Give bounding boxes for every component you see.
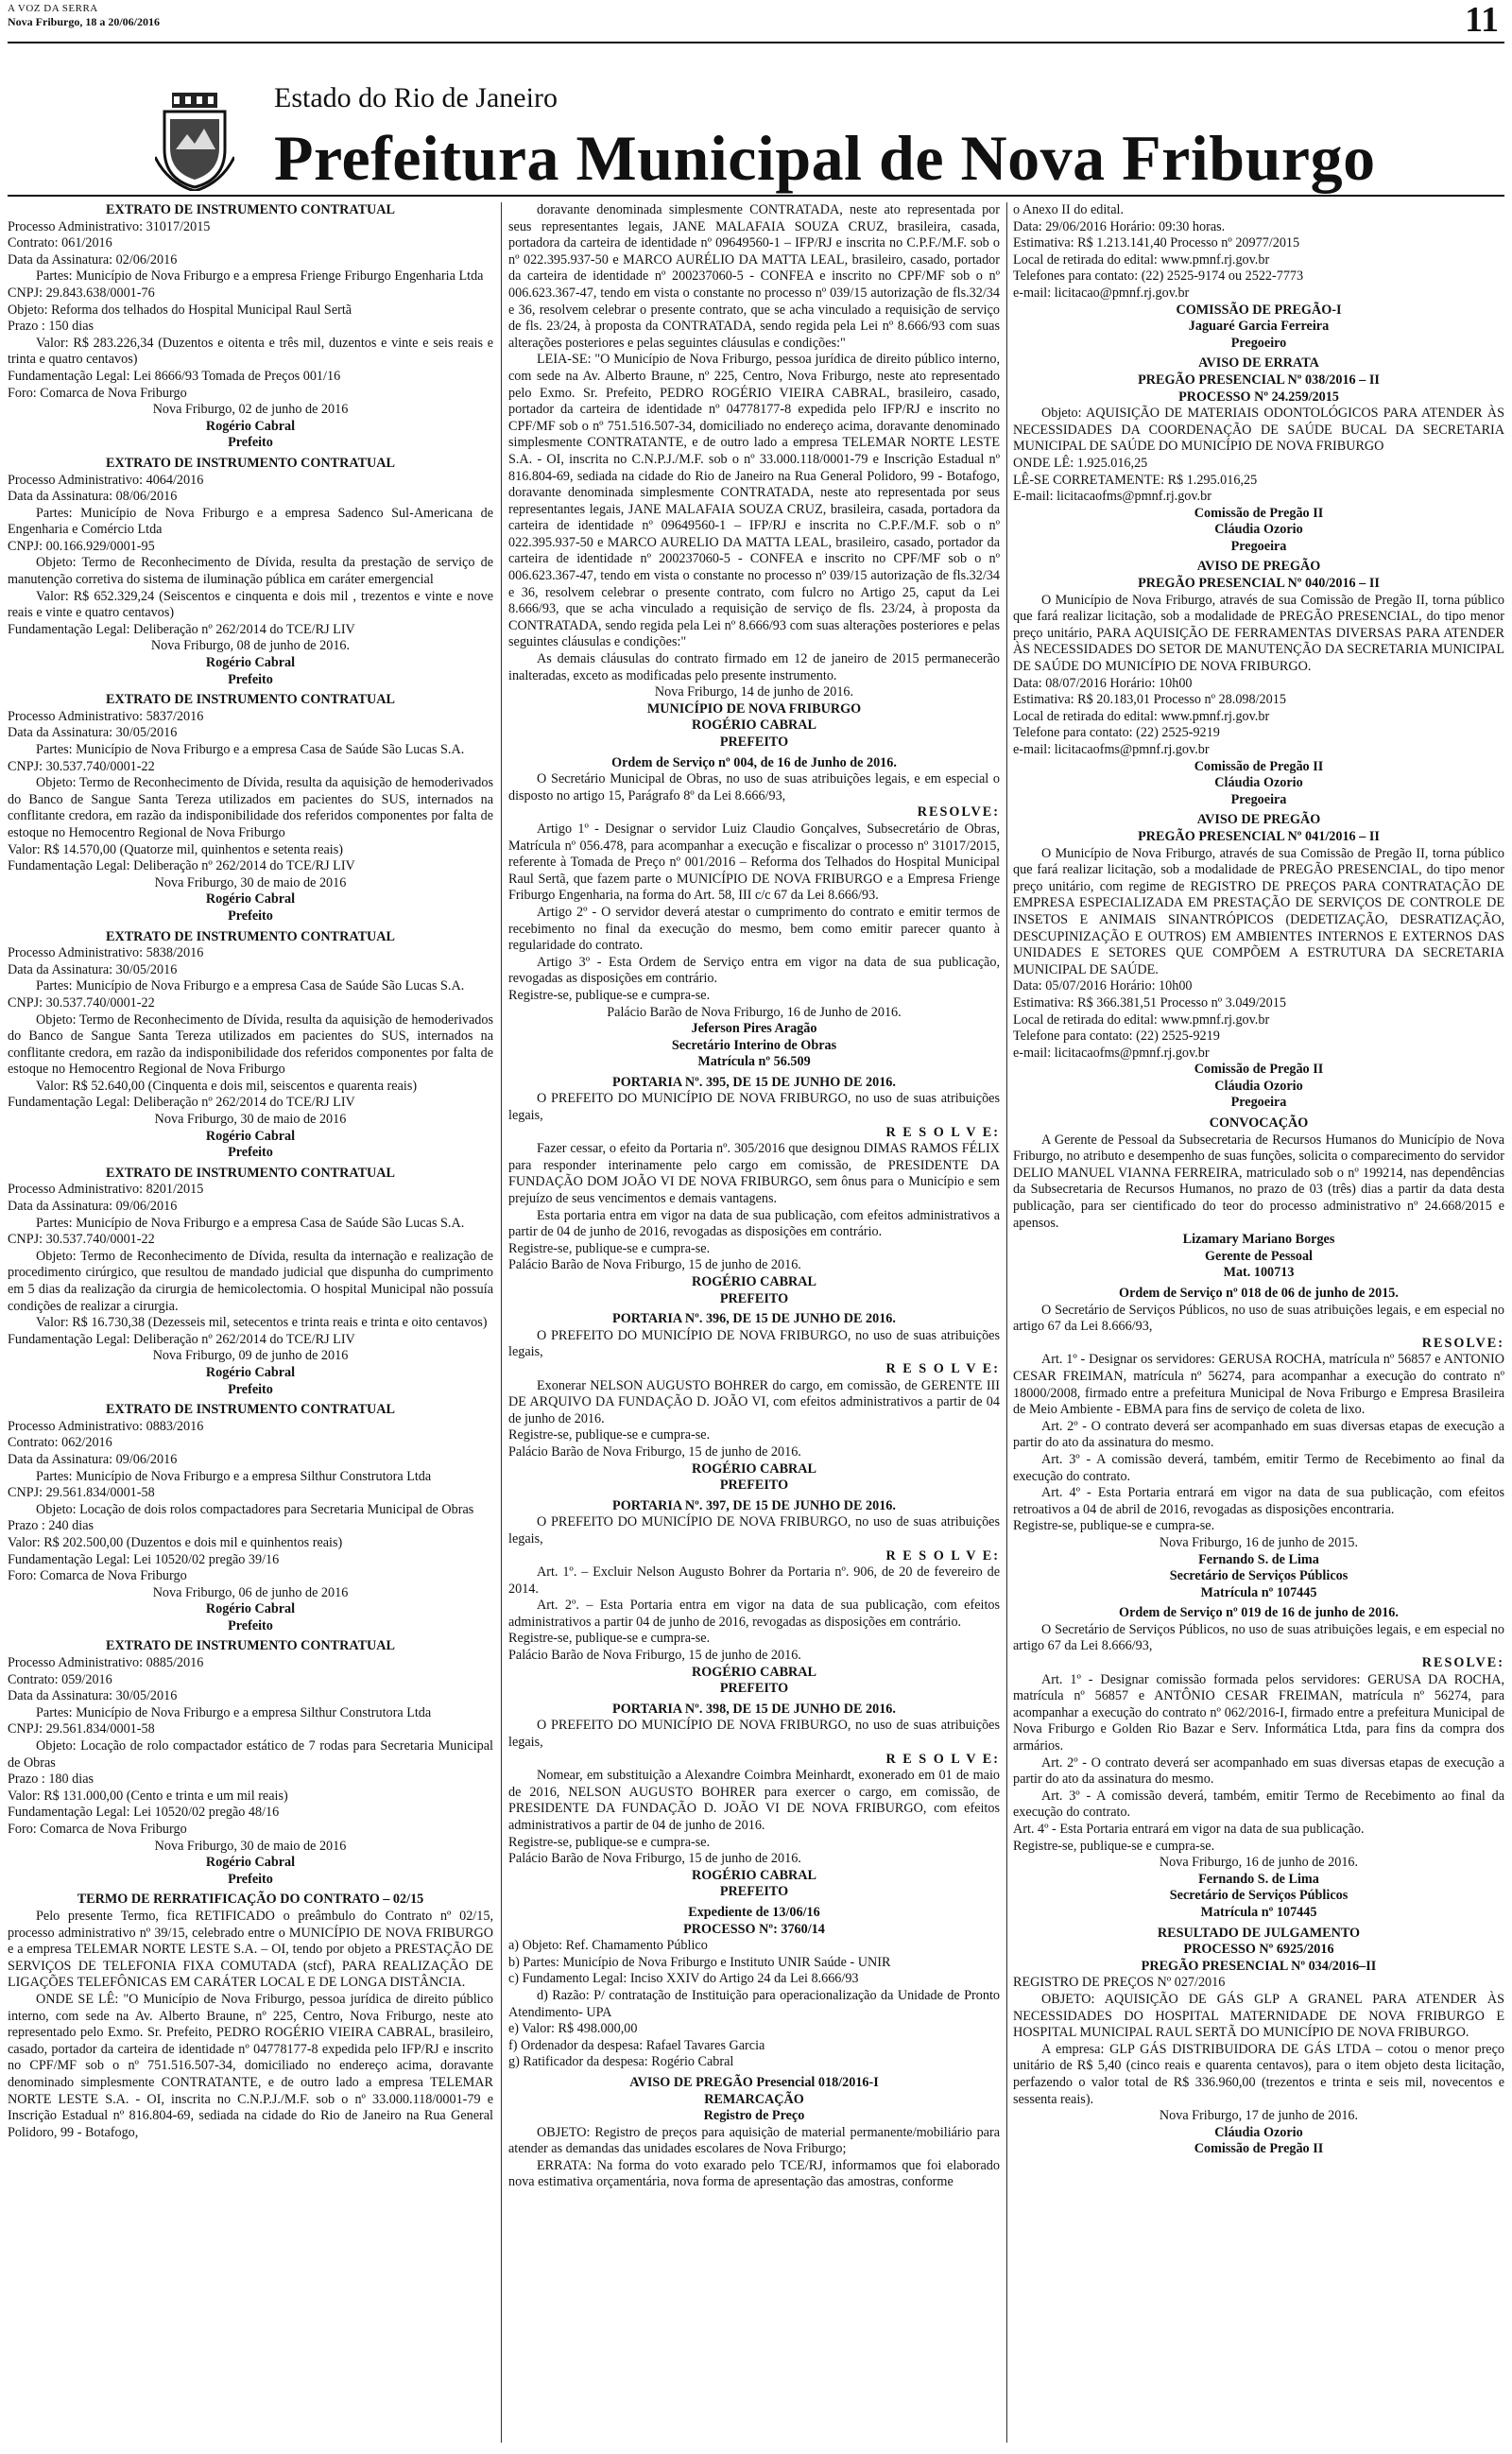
notice-line: e-mail: licitacaofms@pmnf.rj.gov.br [1013,1045,1210,1061]
notice-line: Partes: Município de Nova Friburgo e a empresa Frienge Friburgo Engenharia Ltda [36,268,484,285]
notice-section [8,1166,493,1398]
signature-line: Nova Friburgo, 16 de junho de 2015. [1159,1534,1359,1550]
signature-line: Cláudia Ozorio [1214,522,1303,538]
signature-line: Rogério Cabral [205,1855,296,1871]
signature-line: ROGÉRIO CABRAL [691,1274,817,1289]
column-left [8,202,493,2445]
notice-line: Estimativa: R$ 20.183,01 Processo nº 28.098/2015 [1013,692,1286,708]
notice-line: Valor: R$ 16.730,38 (Dezesseis mil, setecentos e trinta reais e trinta e oito centavos) [36,1315,488,1331]
notice-line: Telefone para contato: (22) 2525-9219 [1013,1028,1220,1045]
notice-line: REGISTRO DE PREÇOS Nº 027/2016 [1013,1975,1226,1991]
notice-line: Art. 4º - Esta Portaria entrará em vigor na data de sua publicação, com efeitos retroativos a 04 de abril de 2016, revogadas as disposições encontraria. [1013,1485,1504,1517]
notice-line: Foro: Comarca de Nova Friburgo [8,1568,187,1584]
signature-line: Rogério Cabral [205,1364,296,1380]
notice-line: Data: 08/07/2016 Horário: 10h00 [1013,675,1193,691]
notice-line: PROCESSO Nº 24.259/2015 [1178,389,1339,405]
notice-line: A empresa: GLP GÁS DISTRIBUIDORA DE GÁS LTDA – cotou o menor preço unitário de R$ 5,40 (cinco reais e quarenta centavos), para o item objeto desta licitação, perfazendo o valor total de R$ 336.960,00 (trezentos e trinta e seis mil, novecentos e sessenta reais). [1013,2041,1504,2107]
page-number: 11 [1465,0,1499,40]
notice-line: Contrato: 062/2016 [8,1435,112,1451]
signature-line: Nova Friburgo, 02 de junho de 2016 [152,402,349,418]
notice-line: Data da Assinatura: 30/05/2016 [8,1688,178,1704]
signature-line: Jaguaré Garcia Ferreira [1188,319,1330,335]
notice-line: Esta portaria entra em vigor na data de sua publicação, com efeitos administrativos a partir de 04 de junho de 2016, revogadas as disposições em contrário. [508,1207,1000,1240]
signature-line: Nova Friburgo, 06 de junho de 2016 [152,1584,349,1600]
notice-line: ONDE SE LÊ: "O Município de Nova Friburgo, pessoa jurídica de direito público interno, com sede na Av. Alberto Braune, nº 225, Centro, Nova Friburgo, neste ato representado pelo Exmo. Sr. Prefeito, PEDRO ROGÉRIO VIEIRA CABRAL, brasileiro, casado, portador da carteira de identidade nº 04778177-8 expedida pelo IFP/RJ e inscrito no CPF/MF sob o nº 751.516.507-34, domiciliado no endereço acima, doravante denominado simplesmente CONTRATANTE, e de outro lado a empresa TELEMAR NORTE LESTE S.A. - OI, inscrita no C.N.P.J./M.F. sob o nº 33.000.118/0001-79 e Inscrição Estadual nº 816.804-69, sediada na cidade do Rio de Janeiro na Rua General Polidoro, 99 - Botafogo, [8,1991,493,2140]
signature-line: ROGÉRIO CABRAL [691,717,817,734]
notice-line: Registre-se, publique-se e cumpra-se. [1013,1838,1215,1854]
notice-line: R E S O L V E: [885,1547,1000,1564]
signature-line: ROGÉRIO CABRAL [691,1664,817,1680]
notice-line: PREGÃO PRESENCIAL Nº 038/2016 – II [1138,372,1380,388]
notice-line: CNPJ: 30.537.740/0001-22 [8,1232,155,1248]
notice-line: Registre-se, publique-se e cumpra-se. [1013,1518,1215,1534]
notice-title: PORTARIA Nº. 396, DE 15 DE JUNHO DE 2016. [612,1311,896,1327]
signature-line: MUNICÍPIO DE NOVA FRIBURGO [646,700,862,717]
notice-line: Art. 3º - A comissão deverá, também, emitir Termo de Recebimento ao final da execução do contrato. [1013,1451,1504,1484]
notice-line: CNPJ: 29.843.638/0001-76 [8,285,155,301]
notice-line: O Município de Nova Friburgo, através de sua Comissão de Pregão II, torna público que fará realizar licitação, sob a modalidade de PREGÃO PRESENCIAL, do tipo menor preço unitário, PARA AQUISIÇÃO DE FERRAMENTAS DIVERSAS PARA ATENDER ÀS NECESSIDADES DO SETOR DE MANUTENÇÃO DA SECRETARIA MUNICIPAL DE SAÚDE DO MUNICÍPIO DE NOVA FRIBURGO. [1013,592,1504,675]
notice-line: OBJETO: AQUISIÇÃO DE GÁS GLP A GRANEL PARA ATENDER ÀS NECESSIDADES DO HOSPITAL MATERNIDADE DE NOVA FRIBURGO E HOSPITAL MUNICIPAL RAUL SERTÃ DO MUNICÍPIO DE NOVA FRIBURGO. [1013,1991,1504,2041]
notice-line: Fundamentação Legal: Lei 10520/02 pregão 48/16 [8,1805,280,1821]
notice-section [1013,1926,1504,2158]
notice-line: Registre-se, publique-se e cumpra-se. [508,1834,711,1850]
notice-line: LÊ-SE CORRETAMENTE: R$ 1.295.016,25 [1013,472,1258,488]
notice-section [1013,202,1504,352]
signature-line: Nova Friburgo, 16 de junho de 2016. [1159,1855,1359,1871]
notice-section [508,1498,1000,1698]
notice-line: Palácio Barão de Nova Friburgo, 15 de junho de 2016. [508,1443,801,1460]
notice-title: CONVOCAÇÃO [1209,1115,1309,1132]
notice-line: REMARCAÇÃO [704,2091,804,2107]
signature-line: Rogério Cabral [205,655,296,671]
notice-line: RESOLVE: [1421,1655,1504,1671]
notice-title: EXTRATO DE INSTRUMENTO CONTRATUAL [106,1402,395,1418]
signature-line: PREFEITO [719,1884,789,1900]
column-divider [1006,202,1007,2443]
signature-line: Cláudia Ozorio [1214,2124,1303,2140]
notice-section [1013,1605,1504,1921]
notice-title: Ordem de Serviço nº 019 de 16 de junho de 2016. [1119,1605,1399,1621]
notice-line: Fundamentação Legal: Lei 8666/93 Tomada de Preços 001/16 [8,368,341,384]
notice-line: Nomear, em substituição a Alexandre Coimbra Meinhardt, exonerado em 01 de maio de 2016, NELSON AUGUSTO BOHRER para exercer o cargo, em comissão, de PRESIDENTE DA FUNDAÇÃO D. JOÃO VI DE NOVA FRIBURGO, com efeitos administrativos a partir de 04 de junho de 2016. [508,1768,1000,1833]
signature-line: Prefeito [228,435,273,451]
notice-line: Prazo : 180 dias [8,1771,94,1788]
notice-line: Objeto: Termo de Reconhecimento de Dívida, resulta da internação e realização de procedimento cirúrgico, que resultou de mandado judicial que dispunha do cumprimento em 5 dias da realização da cirurgia de hemicolectomia. O hospital Municipal não possuía condições de realizar a cirurgia. [8,1248,493,1314]
notice-title: AVISO DE PREGÃO [1196,559,1321,575]
notice-section [1013,1286,1504,1601]
notice-line: Processo Administrativo: 0883/2016 [8,1418,204,1434]
notice-line: Prazo : 240 dias [8,1518,94,1534]
signature-line: Rogério Cabral [205,891,296,907]
notice-line: Valor: R$ 652.329,24 (Seiscentos e cinquenta e dois mil , trezentos e vinte e nove reais e vinte e quatro centavos) [8,588,493,621]
signature-line: Comissão de Pregão II [1194,2141,1324,2157]
paper-name: A VOZ DA SERRA [8,3,98,14]
notice-title: PORTARIA Nº. 397, DE 15 DE JUNHO DE 2016. [612,1497,896,1513]
notice-line: Art. 3º - A comissão deverá, também, emitir Termo de Recebimento ao final da execução do contrato. [1013,1788,1504,1821]
signature-line: Matrícula nº 56.509 [697,1054,811,1070]
notice-title: EXTRATO DE INSTRUMENTO CONTRATUAL [106,1638,395,1654]
notice-line: Fazer cessar, o efeito da Portaria nº. 305/2016 que designou DIMAS RAMOS FÉLIX para responder interinamente pelo cargo em comissão, de PRESIDENTE DA FUNDAÇÃO DOM JOÃO VI DE NOVA FRIBURGO, sem ônus para o Município e sem prejuízo de seus vencimentos e demais vantagens. [508,1141,1000,1207]
notice-line: ONDE LÊ: 1.925.016,25 [1013,455,1148,471]
notice-section [1013,812,1504,1112]
notice-line: Fundamentação Legal: Deliberação nº 262/2014 do TCE/RJ LIV [8,621,355,637]
notice-line: Objeto: Locação de dois rolos compactadores para Secretaria Municipal de Obras [36,1501,474,1517]
notice-line: Processo Administrativo: 0885/2016 [8,1655,204,1671]
notice-line: f) Ordenador da despesa: Rafael Tavares Garcia [508,2037,765,2053]
notice-line: R E S O L V E: [885,1360,1000,1376]
signature-line: Rogério Cabral [205,418,296,434]
signature-line: Gerente de Pessoal [1205,1248,1313,1264]
masthead [170,57,1399,199]
notice-title: AVISO DE PREGÃO Presencial 018/2016-I [629,2074,879,2090]
state-name: Estado do Rio de Janeiro [274,82,558,113]
notice-line: Partes: Município de Nova Friburgo e a empresa Silthur Construtora Ltda [36,1468,432,1484]
notice-line: As demais cláusulas do contrato firmado em 12 de janeiro de 2015 permanecerão inalteradas, exceto as modificadas pelo presente instrumento. [508,651,1000,683]
notice-line: Fundamentação Legal: Deliberação nº 262/2014 do TCE/RJ LIV [8,858,355,874]
notice-line: Fundamentação Legal: Deliberação nº 262/2014 do TCE/RJ LIV [8,1331,355,1347]
notice-line: Palácio Barão de Nova Friburgo, 15 de junho de 2016. [508,1257,801,1273]
notice-line: Contrato: 059/2016 [8,1671,112,1687]
notice-line: Data da Assinatura: 30/05/2016 [8,961,178,977]
notice-title: AVISO DE PREGÃO [1196,812,1321,828]
notice-line: OBJETO: Registro de preços para aquisição de material permanente/mobiliário para atender as demandas das unidades escolares de Nova Friburgo; [508,2124,1000,2157]
signature-line: Palácio Barão de Nova Friburgo, 16 de Junho de 2016. [607,1004,902,1020]
notice-title: EXTRATO DE INSTRUMENTO CONTRATUAL [106,1165,395,1181]
notice-line: O PREFEITO DO MUNICÍPIO DE NOVA FRIBURGO, no uso de suas atribuições legais, [508,1091,1000,1124]
masthead-rule [8,195,1504,197]
column-right [1013,202,1504,2445]
notice-line: Registre-se, publique-se e cumpra-se. [508,987,711,1003]
notice-line: PROCESSO Nº: 3760/14 [683,1921,825,1937]
notice-line: Partes: Município de Nova Friburgo e a empresa Casa de Saúde São Lucas S.A. [36,742,465,757]
notice-line: g) Ratificador da despesa: Rogério Cabral [508,2054,734,2070]
notice-line: O Secretário Municipal de Obras, no uso de suas atribuições legais, e em especial o disposto no artigo 15, Parágrafo 8º da Lei 8.666/93, [508,771,1000,804]
notice-section [1013,1115,1504,1282]
signature-line: Nova Friburgo, 09 de junho de 2016 [152,1348,349,1364]
notice-line: Art. 1º. – Excluir Nelson Augusto Bohrer da Portaria nº. 906, de 20 de fevereiro de 2014. [508,1564,1000,1597]
signature-line: Nova Friburgo, 08 de junho de 2016. [150,638,351,654]
notice-line: Partes: Município de Nova Friburgo e a empresa Sadenco Sul-Americana de Engenharia e Comércio Ltda [8,505,493,538]
notice-title: PORTARIA Nº. 395, DE 15 DE JUNHO DE 2016. [612,1074,896,1090]
notice-line: A Gerente de Pessoal da Subsecretaria de Recursos Humanos do Município de Nova Friburgo, no atributo e desempenho de suas funções, solicita o comparecimento do servidor DELIO MANUEL VIANNA FERREIRA, matriculado sob o nº 199214, nas dependências da Subsecretaria de Recursos Humanos, no prazo de 03 (três) dias a partir da data desta publicação, para ser cientificado do teor do processo administrativo nº 24.668/2015 e apensos. [1013,1132,1504,1231]
notice-title: Expediente de 13/06/16 [688,1904,820,1920]
notice-line: Palácio Barão de Nova Friburgo, 15 de junho de 2016. [508,1648,801,1664]
notice-line: R E S O L V E: [885,1124,1000,1140]
notice-title: Ordem de Serviço nº 004, de 16 de Junho de 2016. [611,754,897,770]
signature-line: Pregoeira [1230,791,1287,807]
notice-line: Estimativa: R$ 1.213.141,40 Processo nº 20977/2015 [1013,235,1300,251]
signature-line: Nova Friburgo, 30 de maio de 2016 [154,1838,347,1854]
notice-line: Art. 1º - Designar comissão formada pelos servidores: GERUSA DA ROCHA, matrícula nº 56857 e ANTÔNIO CESAR FREIMAN, matrícula nº 56274, para acompanhar a execução do contrato nº 062/2016-I, firmado entre a prefeitura Municipal de Nova Friburgo e Golden Rio Bazar e Serv. Informática Ltda, para fins da compra dos armários. [1013,1671,1504,1754]
signature-line: Matrícula nº 107445 [1200,1904,1317,1920]
signature-line: PREFEITO [719,1681,789,1697]
notice-line: Exonerar NELSON AUGUSTO BOHRER do cargo, em comissão, de GERENTE III DE ARQUIVO DA FUNDAÇÃO D. JOÃO VI, com efeitos administrativos a partir de 04 de junho de 2016. [508,1377,1000,1426]
notice-line: Valor: R$ 14.570,00 (Quatorze mil, quinhentos e setenta reais) [8,841,343,857]
notice-line: Foro: Comarca de Nova Friburgo [8,385,187,401]
signature-line: Prefeito [228,1145,273,1161]
signature-line: Rogério Cabral [205,1128,296,1144]
signature-line: Comissão de Pregão II [1194,1062,1324,1078]
notice-line: Pelo presente Termo, fica RETIFICADO o preâmbulo do Contrato nº 02/15, processo administrativo nº 39/15, celebrado entre o MUNICÍPIO DE NOVA FRIBURGO e a empresa TELEMAR NORTE LESTE S.A. – OI, tendo por objeto a PRESTAÇÃO DE SERVIÇOS DE TELEFONIA FIXA COMUTADA (stcf), PARA REALIZAÇÃO DE LIGAÇÕES TELEFÔNICAS EM CARÁTER LOCAL E DE LONGA DISTÂNCIA. [8,1908,493,1991]
signature-line: Pregoeira [1230,1095,1287,1111]
notice-line: RESOLVE: [917,804,1000,821]
notice-title: Ordem de Serviço nº 018 de 06 de junho de 2015. [1119,1286,1399,1301]
notice-line: Local de retirada do edital: www.pmnf.rj.gov.br [1013,251,1270,268]
paper-info [8,2,160,28]
notice-line: Objeto: Termo de Reconhecimento de Dívida, resulta da prestação de serviço de manutenção corretiva do sistema de iluminação pública em caráter emergencial [8,555,493,588]
notice-line: O Secretário de Serviços Públicos, no uso de suas atribuições legais, e em especial no artigo 67 da Lei 8.666/93, [1013,1621,1504,1654]
notice-line: Prazo : 150 dias [8,319,94,335]
signature-line: Fernando S. de Lima [1198,1871,1319,1887]
notice-line: CNPJ: 00.166.929/0001-95 [8,538,155,554]
notice-section [8,456,493,688]
notice-line: Local de retirada do edital: www.pmnf.rj.gov.br [1013,1011,1270,1028]
signature-line: Matrícula nº 107445 [1200,1584,1317,1600]
signature-line: Secretário Interino de Obras [671,1037,837,1053]
signature-line: ROGÉRIO CABRAL [691,1460,817,1477]
notice-line: Estimativa: R$ 366.381,51 Processo nº 3.049/2015 [1013,994,1286,1011]
notice-line: Art. 1º - Designar os servidores: GERUSA ROCHA, matrícula nº 56857 e ANTONIO CESAR FREIMAN, matrícula nº 56274, para acompanhar a execução do contrato nº 18000/2008, firmado entre a prefeitura Municipal de Nova Friburgo e Empresa Brasileira de Meio Ambiente - EBMA para fins de serviço de coleta de lixo. [1013,1352,1504,1418]
signature-line: PREFEITO [719,1478,789,1494]
signature-line: Cláudia Ozorio [1214,1078,1303,1094]
signature-line: Secretário de Serviços Públicos [1169,1888,1349,1904]
signature-line: Mat. 100713 [1223,1265,1295,1281]
notice-line: R E S O L V E: [885,1751,1000,1767]
notice-title: EXTRATO DE INSTRUMENTO CONTRATUAL [106,202,395,217]
notice-line: Registre-se, publique-se e cumpra-se. [508,1427,711,1443]
notice-section [1013,355,1504,555]
notice-section [508,1702,1000,1901]
notice-line: Data da Assinatura: 09/06/2016 [8,1451,178,1467]
signature-line: Comissão de Pregão II [1194,758,1324,774]
notice-title: AVISO DE ERRATA [1198,355,1319,372]
notice-section [8,1402,493,1634]
signature-line: Rogério Cabral [205,1601,296,1617]
notice-line: Valor: R$ 202.500,00 (Duzentos e dois mil e quinhentos reais) [8,1534,343,1550]
signature-line: Prefeito [228,1617,273,1633]
signature-line: Nova Friburgo, 30 de maio de 2016 [154,1112,347,1128]
notice-line: Telefone para contato: (22) 2525-9219 [1013,725,1220,741]
notice-line: b) Partes: Município de Nova Friburgo e Instituto UNIR Saúde - UNIR [508,1954,891,1970]
notice-section [508,755,1000,1071]
notice-line: Valor: R$ 283.226,34 (Duzentos e oitenta e três mil, duzentos e vinte e seis reais e trinta e quatro centavos) [8,335,493,368]
notice-line: Processo Administrativo: 4064/2016 [8,472,204,488]
notice-line: Data: 05/07/2016 Horário: 10h00 [1013,978,1193,994]
notice-line: o Anexo II do edital. [1013,202,1125,217]
notice-line: PROCESSO Nº 6925/2016 [1183,1942,1334,1958]
notice-line: Art. 2º. – Esta Portaria entra em vigor na data de sua publicação, com efeitos administrativos a partir 04 de junho de 2016, revogadas as disposições em contrário. [508,1598,1000,1630]
notice-line: Objeto: Termo de Reconhecimento de Dívida, resulta da aquisição de hemoderivados do Banco de Sangue Santa Tereza utilizados em pacientes do SUS, internados na conflitante credora, em razão da indisponibilidade dos referidos componentes por falta de estoque no Hemocentro Regional de Nova Friburgo [8,1011,493,1078]
notice-line: Registre-se, publique-se e cumpra-se. [508,1631,711,1647]
coat-of-arms-icon [155,93,234,191]
notice-line: PREGÃO PRESENCIAL Nº 041/2016 – II [1138,828,1380,844]
notice-line: LEIA-SE: "O Município de Nova Friburgo, pessoa jurídica de direito público interno, com sede na Av. Alberto Braune, nº 225, Centro, Nova Friburgo, neste ato representado pelo Exmo. Sr. Prefeito, PEDRO ROGÉRIO VIEIRA CABRAL, brasileiro, casado, portador da carteira de identidade nº 04778177-8 expedida pelo IFP/RJ e inscrito no CPF/MF sob o nº 751.516.507-34, domiciliado no endereço acima, doravante denominado simplesmente CONTRATANTE, e de outro lado a empresa TELEMAR NORTE LESTE S.A. - OI, inscrita no C.N.P.J./M.F. sob o nº 33.000.118/0001-79 e Inscrição Estadual nº 816.804-69, sediada na cidade do Rio de Janeiro na Rua General Polidoro, 99 - Botafogo, doravante denominada simplesmente CONTRATADA, neste ato representada por seus representantes legais, JANE MALAFAIA SOUZA CRUZ, brasileira, casada, portadora da carteira de identidade nº 09649560-1 – IFP/RJ e inscrita no C.P.F./M.F. sob o nº 022.395.937-50 e MARCO AURELIO DA MATTA LEAL, brasileiro, casado, portador da carteira de identidade nº 200237060-5 - CONFEA e inscrito no CPF/MF sob o nº 006.623.367-47, tendo em vista o constante no processo nº 039/15 autorização de fls.32/34 e 36, resolvem celebrar o presente contrato, com fulcro no Artigo 25, caput da Lei 8.666/93, que se acha vinculado a requisição de serviço de fls. 23/24, à proposta da CONTRATADA, sendo regida pela Lei nº 8.666/93 com suas alterações posteriores e pelas seguintes cláusulas e condições:" [508,352,1000,650]
notice-line: Data da Assinatura: 02/06/2016 [8,251,178,268]
notice-section [508,2075,1000,2191]
page-header [8,2,1504,40]
signature-line: Prefeito [228,1381,273,1397]
notice-line: Processo Administrativo: 31017/2015 [8,218,211,234]
notice-title: RESULTADO DE JULGAMENTO [1157,1925,1361,1941]
signature-line: Prefeito [228,1871,273,1887]
signature-line: Secretário de Serviços Públicos [1169,1568,1349,1584]
notice-line: Telefones para contato: (22) 2525-9174 ou 2522-7773 [1013,268,1304,285]
notice-line: Objeto: Termo de Reconhecimento de Dívida, resulta da aquisição de hemoderivados do Banco de Sangue Santa Tereza utilizados em pacientes do SUS, internados na conflitante credora, em razão da indisponibilidade dos referidos componentes por falta de estoque no Hemocentro Regional de Nova Friburgo [8,775,493,840]
header-rule [8,42,1504,43]
notice-line: Registre-se, publique-se e cumpra-se. [508,1240,711,1256]
notice-section [8,1892,493,2141]
notice-line: a) Objeto: Ref. Chamamento Público [508,1938,708,1954]
signature-line: Cláudia Ozorio [1214,775,1303,791]
notice-line: Partes: Município de Nova Friburgo e a empresa Silthur Construtora Ltda [36,1704,432,1720]
notice-section [508,1075,1000,1307]
notice-line: Valor: R$ 131.000,00 (Cento e trinta e um mil reais) [8,1788,288,1804]
notice-line: e) Valor: R$ 498.000,00 [508,2021,638,2037]
notice-section [508,1311,1000,1495]
notice-line: RESOLVE: [1421,1335,1504,1351]
column-divider [501,202,502,2443]
notice-line: Processo Administrativo: 5837/2016 [8,708,204,724]
notice-line: Fundamentação Legal: Lei 10520/02 pregão 39/16 [8,1551,280,1567]
notice-line: CNPJ: 30.537.740/0001-22 [8,758,155,774]
notice-line: E-mail: licitacaofms@pmnf.rj.gov.br [1013,489,1211,505]
notice-line: O Secretário de Serviços Públicos, no uso de suas atribuições legais, e em especial no artigo 67 da Lei 8.666/93, [1013,1302,1504,1335]
notice-line: Art. 4º - Esta Portaria entrará em vigor na data de sua publicação. [1013,1822,1365,1837]
notice-line: Objeto: Locação de rolo compactador estático de 7 rodas para Secretaria Municipal de Obras [8,1738,493,1771]
notice-line: Processo Administrativo: 5838/2016 [8,945,204,961]
notice-line: e-mail: licitacao@pmnf.rj.gov.br [1013,285,1190,301]
signature-line: Lizamary Mariano Borges [1182,1232,1335,1248]
notice-title: PORTARIA Nº. 398, DE 15 DE JUNHO DE 2016. [612,1701,896,1717]
notice-line: Data da Assinatura: 09/06/2016 [8,1199,178,1215]
notice-line: Local de retirada do edital: www.pmnf.rj.gov.br [1013,708,1270,724]
notice-line: PREGÃO PRESENCIAL Nº 040/2016 – II [1138,576,1380,592]
notice-line: O PREFEITO DO MUNICÍPIO DE NOVA FRIBURGO, no uso de suas atribuições legais, [508,1718,1000,1751]
notice-section [508,202,1000,752]
notice-line: Partes: Município de Nova Friburgo e a empresa Casa de Saúde São Lucas S.A. [36,1215,465,1231]
notice-line: Valor: R$ 52.640,00 (Cinquenta e dois mil, seiscentos e quarenta reais) [36,1078,418,1094]
notice-title: EXTRATO DE INSTRUMENTO CONTRATUAL [106,692,395,708]
notice-line: Art. 2º - O contrato deverá ser acompanhado em suas diversas etapas de execução a partir do ato da assinatura do mesmo. [1013,1418,1504,1451]
signature-line: ROGÉRIO CABRAL [691,1867,817,1883]
notice-line: Partes: Município de Nova Friburgo e a empresa Casa de Saúde São Lucas S.A. [36,978,465,994]
notice-line: O PREFEITO DO MUNICÍPIO DE NOVA FRIBURGO, no uso de suas atribuições legais, [508,1327,1000,1360]
column-middle [508,202,1000,2445]
notice-title: TERMO DE RERRATIFICAÇÃO DO CONTRATO – 02/15 [77,1892,424,1908]
notice-section [508,1905,1000,2071]
notice-section [8,929,493,1162]
signature-line: Prefeito [228,671,273,687]
notice-title: EXTRATO DE INSTRUMENTO CONTRATUAL [106,928,395,944]
signature-line: PREFEITO [719,1290,789,1306]
notice-title: EXTRATO DE INSTRUMENTO CONTRATUAL [106,455,395,471]
signature-line: Prefeito [228,907,273,924]
notice-line: O PREFEITO DO MUNICÍPIO DE NOVA FRIBURGO, no uso de suas atribuições legais, [508,1514,1000,1547]
notice-line: Data da Assinatura: 08/06/2016 [8,489,178,505]
signature-line: Pregoeira [1230,538,1287,554]
notice-section [8,1638,493,1888]
notice-line: Foro: Comarca de Nova Friburgo [8,1822,187,1837]
signature-line: Nova Friburgo, 30 de maio de 2016 [154,874,347,890]
notice-line: Registro de Preço [703,2108,805,2124]
signature-line: Fernando S. de Lima [1198,1551,1319,1567]
notice-section [8,202,493,452]
notice-section [8,692,493,925]
notice-line: Artigo 1º - Designar o servidor Luiz Claudio Gonçalves, Subsecretário de Obras, Matrícula nº 056.478, para acompanhar a execução e fiscalizar o processo nº 31017/2015, referente à Tomada de Preço nº 001/2016 – Reforma dos Telhados do Hospital Municipal Raul Sertã, que fazem parte o MUNICÍPIO DE NOVA FRIBURGO e a Empresa Frienge Friburgo Engenharia, na forma do Art. 58, III c/c 67 da Lei 8.666/93. [508,821,1000,904]
notice-line: CNPJ: 30.537.740/0001-22 [8,994,155,1011]
masthead-title: Prefeitura Municipal de Nova Friburgo [274,122,1376,194]
signature-line: Pregoeiro [1230,335,1287,351]
notice-line: c) Fundamento Legal: Inciso XXIV do Artigo 24 da Lei 8.666/93 [508,1971,859,1987]
notice-line: ERRATA: Na forma do voto exarado pelo TCE/RJ, informamos que foi elaborado nova estimativa orçamentária, nova forma de apresentação das amostras, conforme [508,2157,1000,2190]
notice-line: Art. 2º - O contrato deverá ser acompanhado em suas diversas etapas de execução a partir do ato da assinatura do mesmo. [1013,1754,1504,1788]
signature-line: Jeferson Pires Aragão [691,1021,817,1037]
signature-line: Nova Friburgo, 17 de junho de 2016. [1159,2108,1359,2124]
notice-line: Objeto: Reforma dos telhados do Hospital Municipal Raul Sertã [8,302,352,318]
notice-section [1013,559,1504,808]
notice-line: doravante denominada simplesmente CONTRATADA, neste ato representada por seus representantes legais, JANE MALAFAIA SOUZA CRUZ, brasileira, casada, portadora da carteira de identidade nº 09649560-1 – IFP/RJ e inscrita no C.P.F./M.F. sob o nº 022.395.937-50 e MARCO AURÉLIO DA MATTA LEAL, brasileiro, casado, portador da carteira de identidade nº 200237060-5 - CONFEA e inscrito no CPF/MF sob o nº 006.623.367-47, tendo em vista o constante no processo nº 039/15 autorização de fls.32/34 e 36, resolvem celebrar o presente contrato, que se acha vinculado a requisição de serviço de fls. 23/24, à proposta da CONTRATADA, sendo regida pela Lei nº 8.666/93 com suas alterações posteriores e pelas seguintes cláusulas e condições:" [508,202,1000,351]
notice-line: Data da Assinatura: 30/05/2016 [8,725,178,741]
signature-line: COMISSÃO DE PREGÃO-I [1176,302,1342,318]
notice-line: d) Razão: P/ contratação de Instituição para operacionalização da Unidade de Pronto Atendimento- UPA [508,1987,1000,2020]
notice-line: Palácio Barão de Nova Friburgo, 15 de junho de 2016. [508,1851,801,1867]
notice-line: CNPJ: 29.561.834/0001-58 [8,1721,155,1737]
notice-line: Artigo 3º - Esta Ordem de Serviço entra em vigor na data de sua publicação, revogadas as disposições em contrário. [508,954,1000,987]
signature-line: Comissão de Pregão II [1194,505,1324,521]
notice-line: e-mail: licitacaofms@pmnf.rj.gov.br [1013,742,1210,757]
notice-line: O Município de Nova Friburgo, através de sua Comissão de Pregão II, torna público que fará realizar licitação, sob a modalidade de PREGÃO PRESENCIAL, do tipo menor preço unitário, com regime de REGISTRO DE PREÇOS PARA CONTRATAÇÃO DE EMPRESA ESPECIALIZADA EM PRESTAÇÃO DE SERVIÇOS DE CONTROLE DE INSETOS E ANIMAIS SINANTRÓPICOS (DEDETIZAÇÃO, DESRATIZAÇÃO, DESCUPINIZAÇÃO E OUTROS) EM AMBIENTES INTERNOS E EXTERNOS DAS UNIDADES E SETORES QUE COMPÕEM A ESTRUTURA DA SECRETARIA MUNICIPAL DE SAÚDE. [1013,845,1504,977]
notice-line: Contrato: 061/2016 [8,235,112,251]
notice-line: Data: 29/06/2016 Horário: 09:30 horas. [1013,218,1226,234]
notice-line: Artigo 2º - O servidor deverá atestar o cumprimento do contrato e emitir termos de recebimento no final da execução do mesmo, bem como emitir parecer quanto à regularidade do contrato. [508,904,1000,954]
issue-date: Nova Friburgo, 18 a 20/06/2016 [8,15,160,28]
notice-line: Objeto: AQUISIÇÃO DE MATERIAIS ODONTOLÓGICOS PARA ATENDER ÀS NECESSIDADES DA COORDENAÇÃO DE SAÚDE BUCAL DA SECRETARIA MUNICIPAL DE SAÚDE DO MUNICÍPIO DE NOVA FRIBURGO [1013,406,1504,455]
signature-line: Nova Friburgo, 14 de junho de 2016. [654,684,854,700]
signature-line: PREFEITO [719,734,789,750]
notice-line: Processo Administrativo: 8201/2015 [8,1182,204,1198]
notice-line: CNPJ: 29.561.834/0001-58 [8,1485,155,1501]
notice-line: Fundamentação Legal: Deliberação nº 262/2014 do TCE/RJ LIV [8,1095,355,1111]
notice-line: PREGÃO PRESENCIAL Nº 034/2016–II [1141,1958,1377,1974]
